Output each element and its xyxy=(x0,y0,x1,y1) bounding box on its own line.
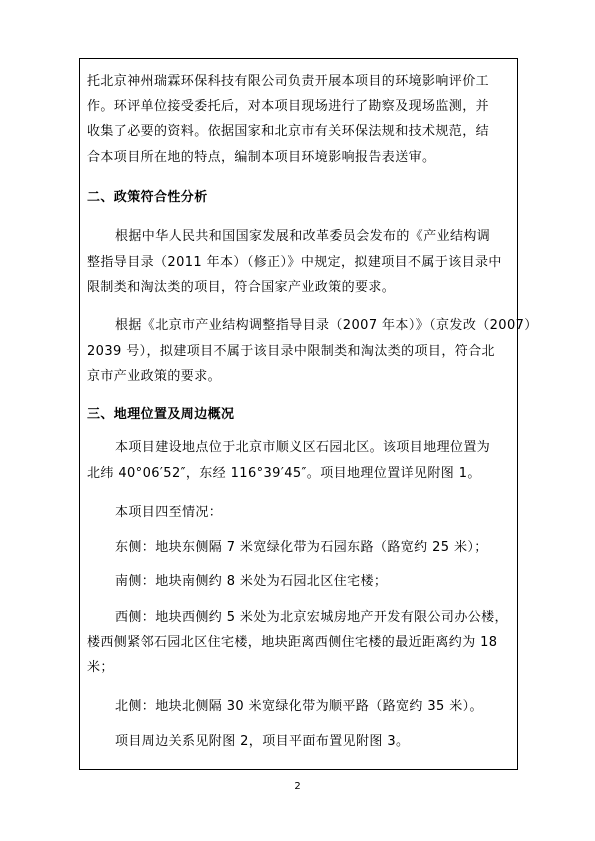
text-line: 2039 号），拟建项目不属于该目录中限制类和淘汰类的项目，符合北 xyxy=(87,344,495,359)
text-line: 整指导目录（2011 年本）（修正）》中规定，拟建项目不属于该目录中 xyxy=(87,255,502,270)
surroundings-north: 北侧：地块北侧隔 30 米宽绿化带为顺平路（路宽约 35 米）。 xyxy=(115,699,483,714)
text-line: 托北京神州瑞霖环保科技有限公司负责开展本项目的环境影响评价工 xyxy=(87,74,490,89)
text-line: 本项目建设地点位于北京市顺义区石园北区。该项目地理位置为 xyxy=(115,440,491,455)
text-line: 西侧：地块西侧约 5 米处为北京宏城房地产开发有限公司办公楼， xyxy=(115,610,508,625)
appendix-reference: 项目周边关系见附图 2，项目平面布置见附图 3。 xyxy=(115,734,410,749)
surroundings-south: 南侧：地块南侧约 8 米处为石园北区住宅楼； xyxy=(115,574,388,589)
text-line: 根据中华人民共和国国家发展和改革委员会发布的《产业结构调 xyxy=(115,229,491,244)
text-line: 合本项目所在地的特点，编制本项目环境影响报告表送审。 xyxy=(87,150,436,165)
text-line: 米； xyxy=(87,660,114,675)
section-heading-policy: 二、政策符合性分析 xyxy=(87,190,208,205)
page-number: 2 xyxy=(294,781,301,792)
text-line: 收集了必要的资料。依据国家和北京市有关环保法规和技术规范，结 xyxy=(87,124,490,139)
text-line: 京市产业政策的要求。 xyxy=(87,369,222,384)
surroundings-east: 东侧：地块东侧隔 7 米宽绿化带为石园东路（路宽约 25 米）； xyxy=(115,540,488,555)
text-line: 根据《北京市产业结构调整指导目录（2007 年本）》（京发改（2007） xyxy=(115,318,538,333)
surroundings-intro: 本项目四至情况： xyxy=(115,505,223,520)
section-heading-location: 三、地理位置及周边概况 xyxy=(87,407,235,422)
text-line: 限制类和淘汰类的项目，符合国家产业政策的要求。 xyxy=(87,280,396,295)
text-line: 北纬 40°06′52″，东经 116°39′45″。项目地理位置详见附图 1。 xyxy=(87,466,481,481)
text-line: 作。环评单位接受委托后，对本项目现场进行了勘察及现场监测，并 xyxy=(87,99,490,114)
text-line: 楼西侧紧邻石园北区住宅楼，地块距离西侧住宅楼的最近距离约为 18 xyxy=(87,635,498,650)
